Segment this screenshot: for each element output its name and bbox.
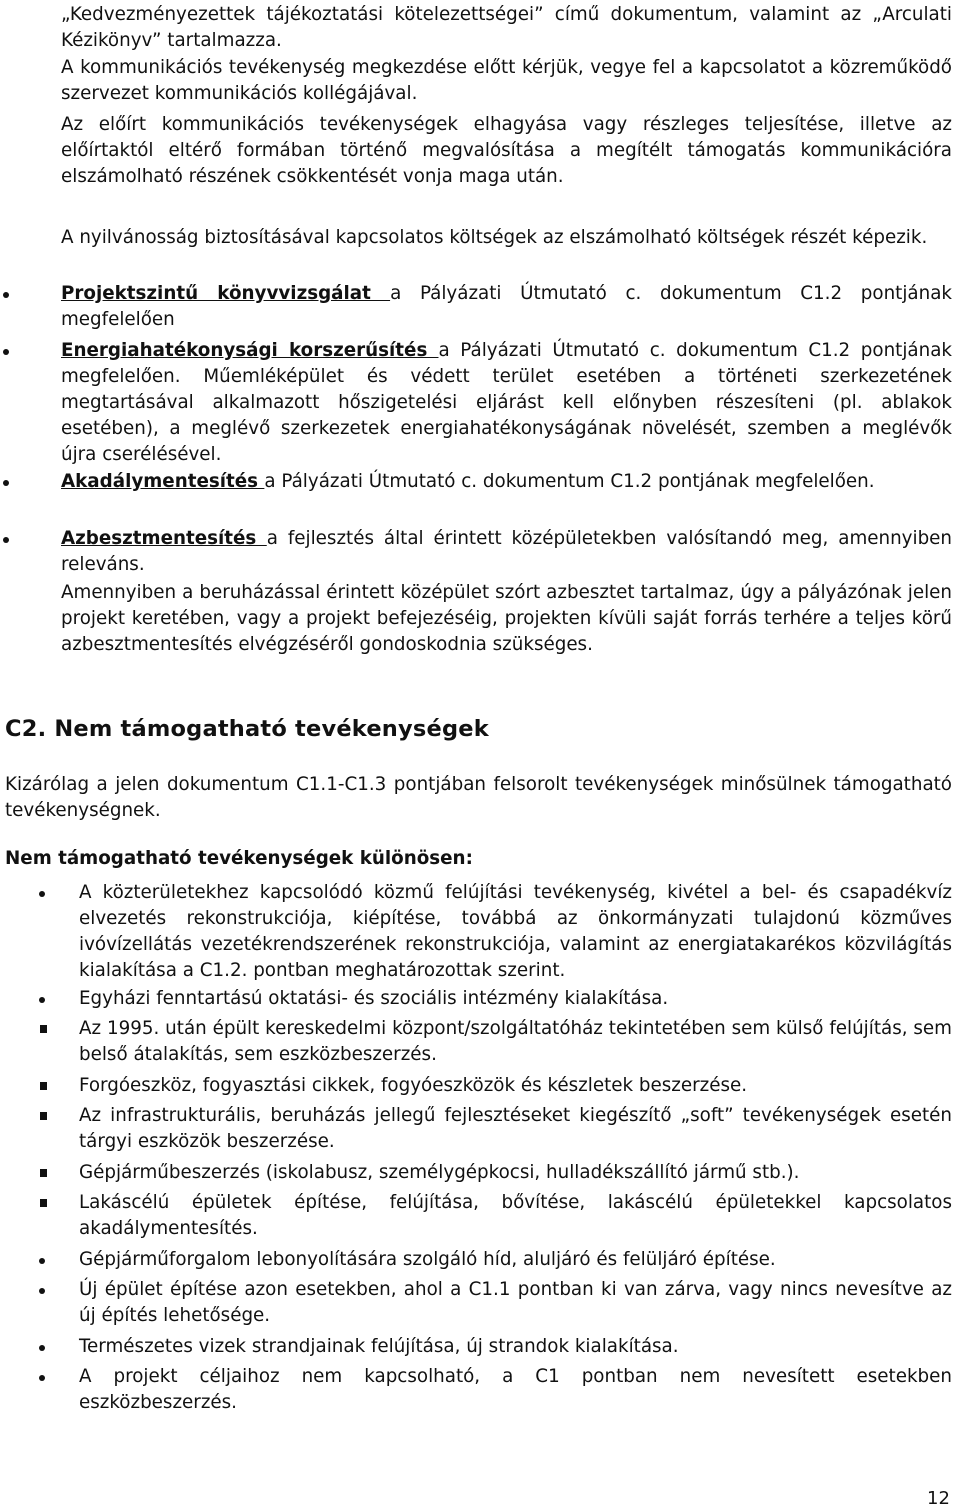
bullet-icon: [39, 1345, 45, 1351]
bullet-icon: [3, 480, 9, 486]
item-text: Új épület építése azon esetekben, ahol a C1.1 pontban ki van zárva, vagy nincs nevesítve az új építés lehetősége.: [79, 1279, 952, 1326]
item-term: Azbesztmentesítés: [61, 528, 267, 549]
page-number: 12: [927, 1488, 950, 1509]
square-bullet-icon: [40, 1025, 47, 1033]
square-bullet-icon: [40, 1199, 47, 1207]
item-text: a Pályázati Útmutató c. dokumentum C1.2 pontjának megfelelően.: [264, 471, 875, 492]
square-bullet-icon: [40, 1169, 47, 1177]
item-text: a Pályázati Útmutató c. dokumentum C1.2 pontjának megfelelően. Műemléképület és védett terület esetében a történeti szerkezetének megtartásával alkalmazott hőszigetelési eljárást kell előnyben részesíteni (pl. ablakok esetében), a meglévő szerkezetek energiahatékonyságának növelését, szemben a meglévők újra cserélésével.: [61, 340, 952, 465]
item-text: Természetes vizek strandjainak felújítása, új strandok kialakítása.: [79, 1336, 679, 1357]
section-heading: C2. Nem támogatható tevékenységek: [5, 716, 489, 742]
paragraph-intro-3: Az előírt kommunikációs tevékenységek elhagyása vagy részleges teljesítése, illetve az előírtaktól eltérő formában történő megvalósítása a megítélt támogatás kommunikációra elszámolható részének csökkentését vonja maga után.: [61, 114, 952, 187]
item-term: Energiahatékonysági korszerűsítés: [61, 340, 439, 361]
bullet-icon: [39, 1375, 45, 1381]
paragraph-intro-4: A nyilvánosság biztosításával kapcsolatos költségek az elszámolható költségek részét képezik.: [61, 227, 928, 248]
item-text: a Pályázati Útmutató c. dokumentum C1.2 pontjának megfelelően: [61, 283, 952, 330]
bullet-icon: [3, 292, 9, 298]
bullet-icon: [3, 537, 9, 543]
subheading: Nem támogatható tevékenységek különösen:: [5, 848, 473, 869]
paragraph-intro-1: „Kedvezményezettek tájékoztatási kötelezettségei” című dokumentum, valamint az „Arculati Kézikönyv” tartalmazza.: [61, 4, 952, 51]
square-bullet-icon: [40, 1112, 47, 1120]
item-text: a fejlesztés által érintett középületekben valósítandó meg, amennyiben releváns.: [61, 528, 953, 575]
item-text: Gépjárműbeszerzés (iskolabusz, személygépkocsi, hulladékszállító jármű stb.).: [79, 1162, 800, 1183]
paragraph-asbestos: Amennyiben a beruházással érintett középület szórt azbesztet tartalmaz, úgy a pályázónak jelen projekt keretében, vagy a projekt befejezéséig, projekten kívüli saját forrás terhére a teljes körű azbesztmentesítés elvégzéséről gondoskodnia szükséges.: [61, 582, 952, 655]
item-text: Az infrastrukturális, beruházás jellegű fejlesztéseket kiegészítő „soft” tevékenységek esetén tárgyi eszközök beszerzése.: [79, 1105, 952, 1152]
bullet-icon: [39, 1258, 45, 1264]
bullet-icon: [39, 997, 45, 1003]
item-text: Az 1995. után épült kereskedelmi központ/szolgáltatóház tekintetében sem külső felújítás, sem belső átalakítás, sem eszközbeszerzés.: [79, 1018, 952, 1065]
bullet-icon: [39, 1288, 45, 1294]
item-text: A projekt céljaihoz nem kapcsolható, a C1 pontban nem nevesített esetekben eszközbeszerzés.: [79, 1366, 952, 1413]
square-bullet-icon: [40, 1082, 47, 1090]
item-text: Forgóeszköz, fogyasztási cikkek, fogyóeszközök és készletek beszerzése.: [79, 1075, 748, 1096]
bullet-icon: [39, 891, 45, 897]
item-text: Lakáscélú épületek építése, felújítása, bővítése, lakáscélú épületekkel kapcsolatos akadálymentesítés.: [79, 1192, 952, 1239]
item-term: Akadálymentesítés: [61, 471, 265, 492]
paragraph-intro-2: A kommunikációs tevékenység megkezdése előtt kérjük, vegye fel a kapcsolatot a közreműködő szervezet kommunikációs kollégájával.: [61, 57, 952, 104]
bullet-icon: [3, 349, 9, 355]
paragraph-section-intro: Kizárólag a jelen dokumentum C1.1-C1.3 pontjában felsorolt tevékenységek minősülnek támogatható tevékenységnek.: [5, 774, 952, 821]
item-text: A közterületekhez kapcsolódó közmű felújítási tevékenység, kivétel a bel- és csapadékvíz elvezetés rekonstrukciója, kiépítése, továbbá az önkormányzati tulajdonú közműves ivóvízellátás vezetékrendszerének rekonstrukciója, valamint az energiatakarékos közvilágítás kialakítása a C1.2. pontban meghatározottak szerint.: [79, 882, 952, 981]
item-term: Projektszintű könyvvizsgálat: [61, 283, 391, 304]
item-text: Gépjárműforgalom lebonyolítására szolgáló híd, aluljáró és felüljáró építése.: [79, 1249, 776, 1270]
item-text: Egyházi fenntartású oktatási- és szociális intézmény kialakítása.: [79, 988, 669, 1009]
